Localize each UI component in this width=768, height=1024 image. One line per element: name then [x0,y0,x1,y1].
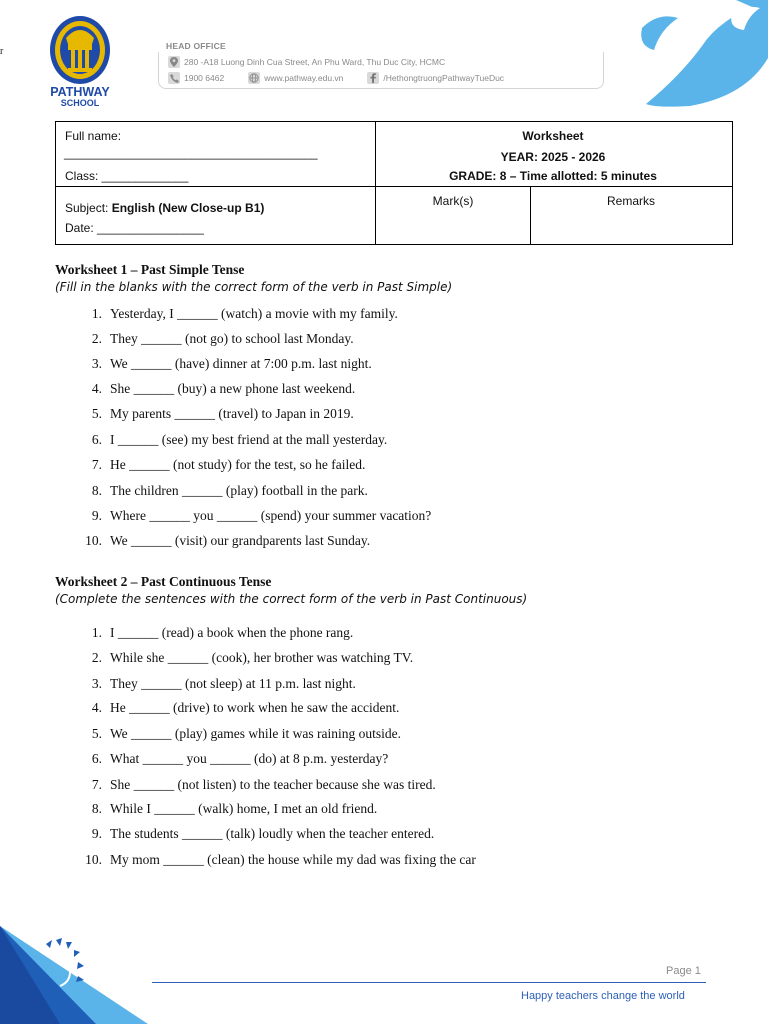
list-item: 8. The children ______ (play) football in the park. [91,483,368,498]
facebook-icon [367,72,379,84]
remarks-label: Remarks [606,194,655,208]
table-divider [55,186,733,187]
list-item: 5. My parents ______ (travel) to Japan in 2019. [91,406,354,421]
page-number: Page 1 [666,965,701,977]
footer-tagline: Happy teachers change the world [521,990,685,1002]
footer-divider [152,982,706,983]
year-label: YEAR: 2025 - 2026 [500,150,606,164]
full-name-field[interactable]: ______________________________________ [64,146,318,160]
list-item: 7. He ______ (not study) for the test, so he failed. [91,457,366,472]
list-item: 9. The students ______ (talk) loudly when the teacher entered. [91,826,435,841]
list-item: 6. I ______ (see) my best friend at the mall yesterday. [91,432,388,447]
grade-label: GRADE: 8 – Time allotted: 5 minutes [449,169,657,183]
full-name-label: Full name: [65,129,122,143]
list-item: 3. They ______ (not sleep) at 11 p.m. last night. [91,676,356,691]
facebook-link[interactable]: /HethongtruongPathwayTueDuc [383,73,505,83]
subject-row [65,201,264,215]
list-item: 9. Where ______ you ______ (spend) your summer vacation? [91,508,432,523]
decorative-drop-shape [628,0,768,110]
website-link[interactable]: www.pathway.edu.vn [264,73,344,83]
list-item: 3. We ______ (have) dinner at 7:00 p.m. last night. [91,356,372,371]
phone-icon [168,72,180,84]
head-office-label: HEAD OFFICE [166,41,226,51]
list-item: 1. I ______ (read) a book when the phone rang. [91,625,354,640]
marks-label: Mark(s) [432,194,474,208]
list-item: 2. They ______ (not go) to school last Monday. [91,331,354,346]
stray-character: r [0,46,4,57]
logo-name: PATHWAY [50,85,110,99]
worksheet-heading: Worksheet [522,129,584,143]
list-item: 6. What ______ you ______ (do) at 8 p.m. yesterday? [91,751,389,766]
contact-row [168,72,504,84]
address-text: 280 -A18 Luong Dinh Cua Street, An Phu Ward, Thu Duc City, HCMC [184,57,446,67]
subject-value: English (New Close-up B1) [111,201,265,215]
footer-corner-decoration [0,920,150,1024]
list-item: 10. We ______ (visit) our grandparents last Sunday. [85,533,371,548]
list-item: 7. She ______ (not listen) to the teacher because she was tired. [91,777,436,792]
worksheet1-instruction: (Fill in the blanks with the correct form of the verb in Past Simple) [55,280,453,294]
class-field[interactable]: Class: _____________ [65,169,189,183]
list-item: 8. While I ______ (walk) home, I met an old friend. [91,801,378,816]
worksheet2-title: Worksheet 2 – Past Continuous Tense [55,574,272,589]
subject-label: Subject: [65,201,112,215]
date-field[interactable]: Date: ________________ [65,221,204,235]
phone-text: 1900 6462 [184,73,225,83]
list-item: 5. We ______ (play) games while it was raining outside. [91,726,401,741]
globe-icon [248,72,260,84]
worksheet1-title: Worksheet 1 – Past Simple Tense [55,262,245,277]
list-item: 10. My mom ______ (clean) the house while my dad was fixing the car [85,852,476,867]
location-icon [168,56,180,68]
list-item: 4. He ______ (drive) to work when he saw the accident. [91,700,400,715]
list-item: 2. While she ______ (cook), her brother was watching TV. [91,650,414,665]
logo-sub: SCHOOL [60,98,100,108]
list-item: 1. Yesterday, I ______ (watch) a movie with my family. [91,306,398,321]
address-row [168,56,445,68]
logo-wordmark [40,86,120,108]
list-item: 4. She ______ (buy) a new phone last weekend. [91,381,356,396]
worksheet2-instruction: (Complete the sentences with the correct form of the verb in Past Continuous) [55,592,528,606]
